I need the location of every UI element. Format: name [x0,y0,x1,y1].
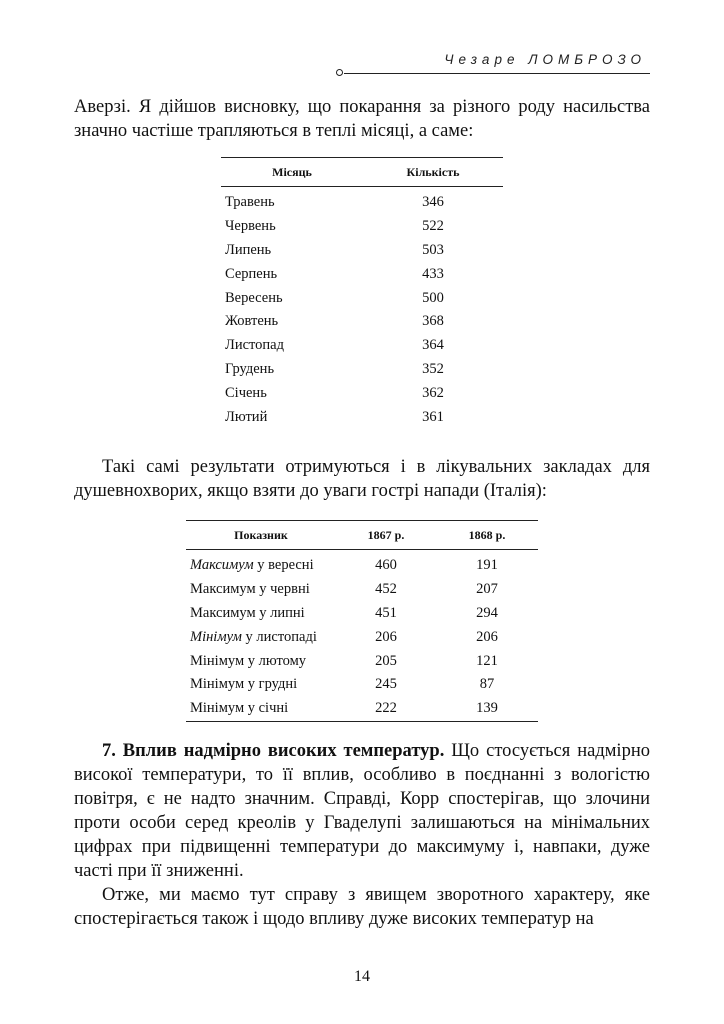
indicator-text: Максимум у липні [190,604,305,621]
month-cell: Липень [225,241,272,258]
table-row [221,262,503,286]
indicator-emphasis: Мінімум [190,628,242,645]
month-cell: Грудень [225,360,275,377]
table-row [186,550,538,578]
table-row [221,310,503,334]
header-rule [344,73,650,74]
table-attacks-by-year [186,520,538,722]
month-cell: Травень [225,194,275,211]
indicator-cell [186,578,336,602]
column-header-count: Кількість [363,158,503,187]
table-row [186,649,538,673]
column-header-indicator: Показник [186,521,336,550]
column-header-month: Місяць [221,158,363,187]
month-cell: Серпень [225,265,278,282]
table-row [221,286,503,310]
indicator-text: Максимум у червні [190,581,310,598]
value-1868-cell: 121 [476,652,498,669]
column-header-1867: 1867 р. [336,521,436,550]
indicator-cell [186,649,336,673]
count-cell: 346 [422,194,444,211]
paragraph-1: Аверзі. Я дійшов висновку, що покарання за різного роду насильства значно частіше трапляються в теплі місяці, а саме: [74,97,650,141]
indicator-text: Мінімум у грудні [190,676,298,693]
indicator-text: у вересні [253,557,314,574]
indicator-text: Мінімум у січні [190,700,289,717]
table-monthly-counts [221,157,503,429]
count-cell: 364 [422,337,444,354]
paragraph-2: Такі самі результати отримуються і в лікувальних закладах для душевнохворих, якщо взяти до уваги гострі напади (Італія): [74,457,650,501]
table-row [186,625,538,649]
column-header-1868: 1868 р. [436,521,538,550]
table-row [221,405,503,429]
indicator-cell [186,673,336,697]
indicator-cell [186,550,336,578]
month-cell: Лютий [225,408,268,425]
table-row [186,673,538,697]
count-cell: 352 [422,360,444,377]
count-cell: 500 [422,289,444,306]
month-cell: Вересень [225,289,283,306]
value-1867-cell: 451 [375,604,397,621]
paragraph-3-text: Що стосується надмірно високої температури, то її вплив, особливо в поєднанні з вологістю повітря, є не надто значним. Справді, Корр спостерігав, що злочини проти особи серед креолів у Гваделупі залишаються на мінімальних цифрах при підвищенні температури до максимуму і, навпаки, дуже часті при її зниженні. [74,741,650,881]
indicator-cell [186,697,336,721]
value-1867-cell: 460 [375,557,397,574]
running-head: Чезаре ЛОМБРОЗО [444,52,646,67]
value-1867-cell: 205 [375,652,397,669]
table-row [186,602,538,626]
indicator-text: Мінімум у лютому [190,652,307,669]
page-number: 14 [354,968,370,985]
indicator-emphasis: Максимум [190,557,254,574]
month-cell: Жовтень [225,313,279,330]
value-1868-cell: 87 [479,676,495,693]
table-header-row [186,521,538,550]
count-cell: 368 [422,313,444,330]
paragraph-4: Отже, ми маємо тут справу з явищем зворотного характеру, яке спостерігається також і щодо впливу дуже високих температур на [74,885,650,929]
table-row [221,187,503,215]
count-cell: 361 [422,408,444,425]
month-cell: Січень [225,384,267,401]
table-row [221,381,503,405]
value-1867-cell: 245 [375,676,397,693]
table-row [186,578,538,602]
value-1868-cell: 294 [476,604,498,621]
paragraph-3 [74,739,650,883]
indicator-cell [186,625,336,649]
value-1868-cell: 191 [476,557,498,574]
value-1867-cell: 206 [375,628,397,645]
table-row [186,697,538,721]
value-1867-cell: 452 [375,581,397,598]
indicator-text: у листопаді [241,628,317,645]
value-1868-cell: 139 [436,697,538,721]
table-row [221,334,503,358]
header-ornament-dot [336,69,343,76]
value-1867-cell: 222 [336,697,436,721]
indicator-cell [186,602,336,626]
value-1868-cell: 207 [476,581,498,598]
count-cell: 362 [422,384,444,401]
section-heading: 7. Вплив надмірно високих температур. [102,741,445,761]
table-header-row [221,158,503,187]
table-row [221,239,503,263]
count-cell: 503 [422,241,444,258]
month-cell: Червень [225,218,276,235]
value-1868-cell: 206 [476,628,498,645]
table-row [221,358,503,382]
month-cell: Листопад [225,337,284,354]
count-cell: 522 [422,218,444,235]
count-cell: 433 [422,265,444,282]
table-row [221,215,503,239]
